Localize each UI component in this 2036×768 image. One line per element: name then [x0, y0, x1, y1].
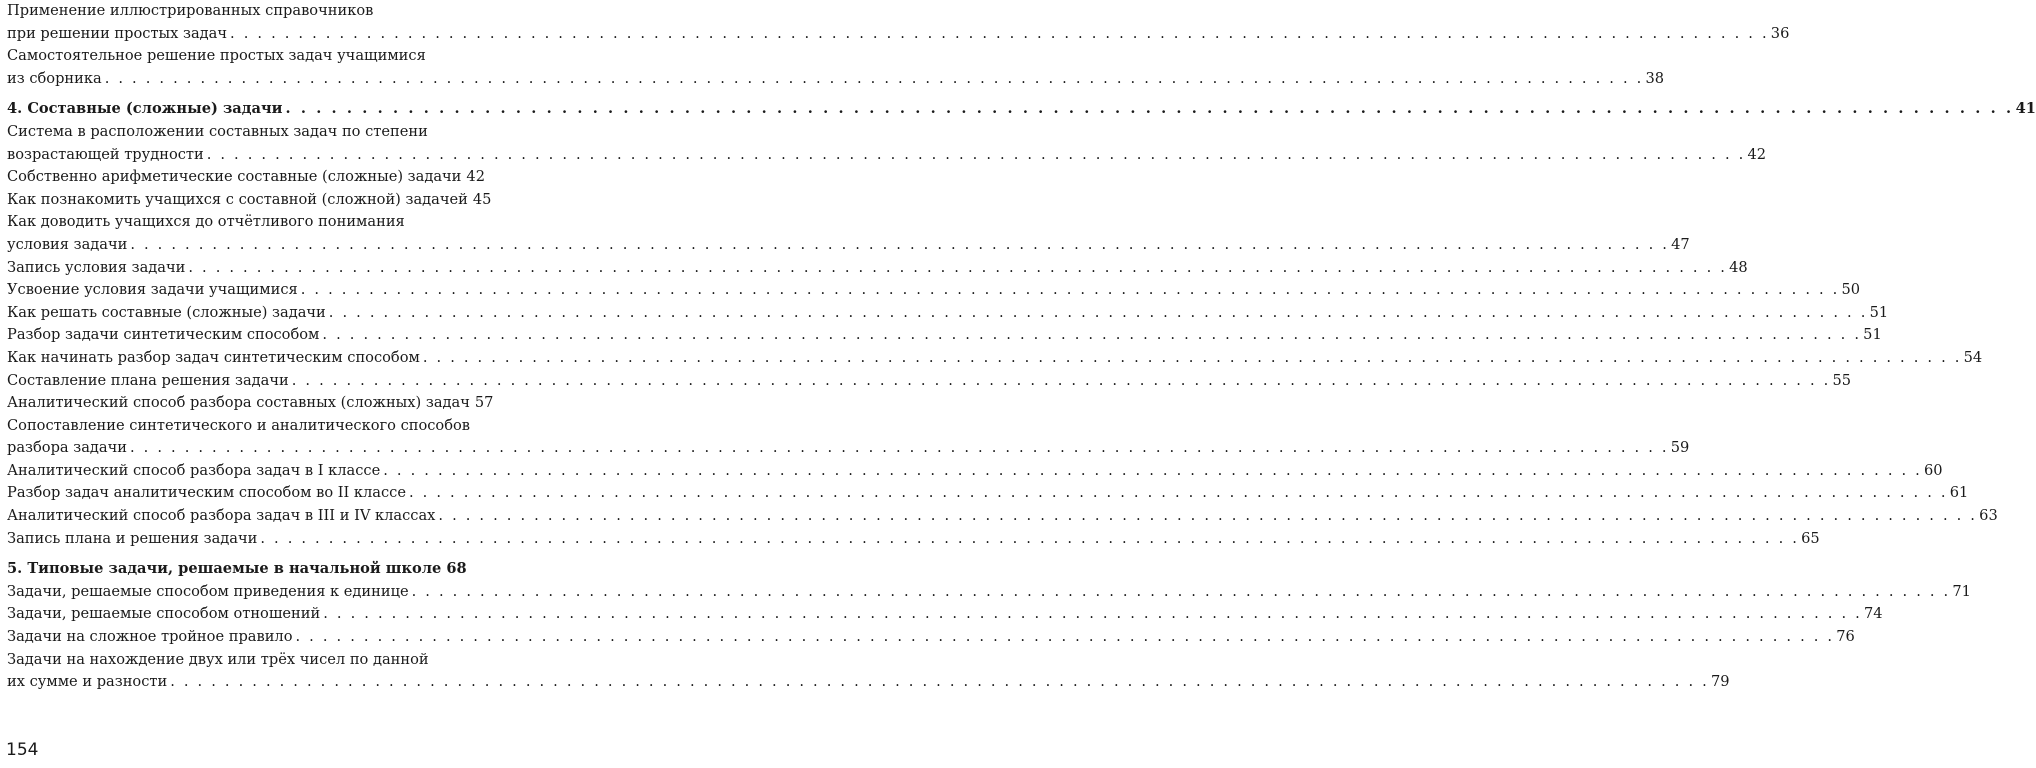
toc-entry [7, 505, 1998, 528]
toc-page-number: 60 [1924, 461, 1943, 479]
toc-entry [7, 189, 492, 212]
toc-page-number: 68 [446, 560, 467, 578]
dot-leader [296, 626, 1835, 649]
dot-leader [412, 581, 1951, 604]
toc-page-number: 76 [1836, 628, 1855, 646]
toc-entry [7, 45, 1665, 90]
toc-entry-line [7, 257, 1748, 280]
page-number: 154 [6, 740, 39, 760]
toc-page-number: 42 [1747, 145, 1767, 163]
dot-leader [285, 98, 2013, 121]
toc-page-number: 45 [472, 190, 492, 208]
toc-entry-title: из сборника [7, 69, 102, 87]
toc-page-number: 47 [1671, 235, 1690, 253]
table-of-contents [7, 0, 2036, 694]
toc-entry [7, 482, 1969, 505]
toc-entry [7, 211, 1690, 256]
dot-leader [383, 460, 1922, 483]
toc-entry-title: Усвоение условия задачи учащимися [7, 281, 298, 299]
toc-entry-title-line: Применение иллюстрированных справочников [7, 2, 374, 19]
toc-entry-line [7, 324, 1882, 347]
toc-page-number: 42 [466, 168, 485, 186]
dot-leader [207, 144, 1746, 167]
toc-entry-title: Аналитический способ разбора составных (сложных) задач [7, 394, 470, 412]
toc-entry-title: Составление плана решения задачи [7, 371, 289, 389]
toc-entry-line [7, 370, 1852, 393]
toc-page-number: 38 [1645, 69, 1665, 87]
toc-entry-line [7, 392, 494, 415]
toc-entry-line [7, 98, 2036, 121]
toc-section-title: 4. Составные (сложные) задачи [7, 100, 283, 118]
toc-entry-line [7, 581, 1971, 604]
toc-page-number: 54 [1963, 348, 1983, 366]
toc-entry-title: Задачи на сложное тройное правило [7, 628, 293, 646]
dot-leader [322, 324, 1861, 347]
toc-entry [7, 460, 1943, 483]
toc-entry [7, 166, 485, 189]
toc-entry-line [7, 68, 1665, 91]
toc-entry-line [7, 347, 1983, 370]
toc-entry-title-line: Как доводить учащихся до отчётливого понимания [7, 213, 405, 231]
toc-entry-line [7, 144, 1767, 167]
toc-entry-line [7, 23, 1790, 46]
toc-entry [7, 581, 1971, 604]
toc-entry-title: при решении простых задач [7, 24, 228, 42]
toc-page-number: 51 [1863, 326, 1882, 344]
toc-page-number: 74 [1864, 605, 1883, 623]
dot-leader [409, 482, 1948, 505]
toc-page-number: 50 [1841, 281, 1861, 299]
toc-entry-line [7, 528, 1820, 551]
dot-leader [130, 234, 1669, 257]
toc-entry-line [7, 626, 1855, 649]
toc-page-number: 65 [1801, 529, 1820, 547]
toc-entry [7, 324, 1882, 347]
toc-entry-title-line: Сопоставление синтетического и аналитического способов [7, 416, 471, 434]
toc-page-number: 36 [1770, 24, 1790, 42]
toc-entry-line [7, 671, 1730, 694]
dot-leader [188, 257, 1727, 280]
toc-entry-line [7, 558, 466, 581]
dot-leader [438, 505, 1977, 528]
toc-entry-title-line: Система в расположении составных задач по степени [7, 122, 428, 140]
toc-entry-line [7, 603, 1883, 626]
toc-entry-title-line: Самостоятельное решение простых задач учащимися [7, 47, 426, 65]
toc-entry-line [7, 279, 1861, 302]
toc-section-heading [7, 98, 2036, 121]
toc-entry-title: Аналитический способ разбора задач в III и IV классах [7, 507, 436, 525]
toc-entry [7, 257, 1748, 280]
dot-leader [323, 603, 1862, 626]
toc-entry-title: Задачи, решаемые способом приведения к единице [7, 582, 409, 600]
toc-entry-title: Разбор задач аналитическим способом во II классе [7, 484, 406, 502]
toc-entry [7, 0, 1790, 45]
toc-entry-title: Задачи, решаемые способом отношений [7, 605, 321, 623]
toc-entry-line [7, 234, 1690, 257]
toc-entry [7, 121, 1767, 166]
dot-leader [260, 528, 1799, 551]
toc-entry-title: возрастающей трудности [7, 145, 204, 163]
toc-entry [7, 347, 1983, 370]
toc-entry [7, 415, 1690, 460]
toc-entry-line [7, 437, 1690, 460]
toc-page-number: 51 [1869, 303, 1889, 321]
toc-page-number: 71 [1952, 582, 1971, 600]
toc-entry-title: Аналитический способ разбора задач в I классе [7, 461, 381, 479]
toc-entry-title: их сумме и разности [7, 673, 168, 691]
toc-entry-line [7, 302, 1889, 325]
toc-entry-title: разбора задачи [7, 439, 127, 457]
toc-entry [7, 370, 1852, 393]
toc-entry-title: Как начинать разбор задач синтетическим способом [7, 348, 420, 366]
toc-entry-line [7, 460, 1943, 483]
toc-entry-line [7, 166, 485, 189]
toc-entry-title: условия задачи [7, 235, 128, 253]
toc-page-number: 79 [1710, 673, 1730, 691]
toc-entry [7, 302, 1889, 325]
toc-entry-title: Как познакомить учащихся с составной (сложной) задачей [7, 190, 468, 208]
toc-entry-title: Запись условия задачи [7, 258, 186, 276]
toc-entry-line [7, 482, 1969, 505]
dot-leader [105, 68, 1644, 91]
toc-entry [7, 626, 1855, 649]
toc-entry-line [7, 189, 492, 212]
toc-entry-title-line: Задачи на нахождение двух или трёх чисел по данной [7, 650, 429, 668]
toc-page-number: 48 [1729, 258, 1748, 276]
toc-entry [7, 649, 1730, 694]
dot-leader [130, 437, 1669, 460]
toc-entry-title: Запись плана и решения задачи [7, 529, 258, 547]
toc-section-heading [7, 558, 466, 581]
toc-entry-title: Как решать составные (сложные) задачи [7, 303, 326, 321]
toc-entry-line [7, 505, 1998, 528]
toc-page-number: 55 [1832, 371, 1852, 389]
toc-page-number: 63 [1979, 507, 1998, 525]
toc-entry-title: Разбор задачи синтетическим способом [7, 326, 320, 344]
toc-page-number: 61 [1949, 484, 1969, 502]
toc-entry [7, 603, 1883, 626]
dot-leader [423, 347, 1962, 370]
toc-page-number: 41 [2015, 100, 2036, 118]
dot-leader [301, 279, 1840, 302]
toc-entry [7, 392, 494, 415]
toc-entry [7, 279, 1861, 302]
dot-leader [170, 671, 1709, 694]
dot-leader [230, 23, 1769, 46]
dot-leader [329, 302, 1868, 325]
toc-entry [7, 528, 1820, 551]
toc-entry-title: Собственно арифметические составные (сложные) задачи [7, 168, 462, 186]
toc-section-title: 5. Типовые задачи, решаемые в начальной школе [7, 560, 442, 578]
toc-page-number: 59 [1670, 439, 1690, 457]
toc-page-number: 57 [474, 394, 494, 412]
dot-leader [292, 370, 1831, 393]
